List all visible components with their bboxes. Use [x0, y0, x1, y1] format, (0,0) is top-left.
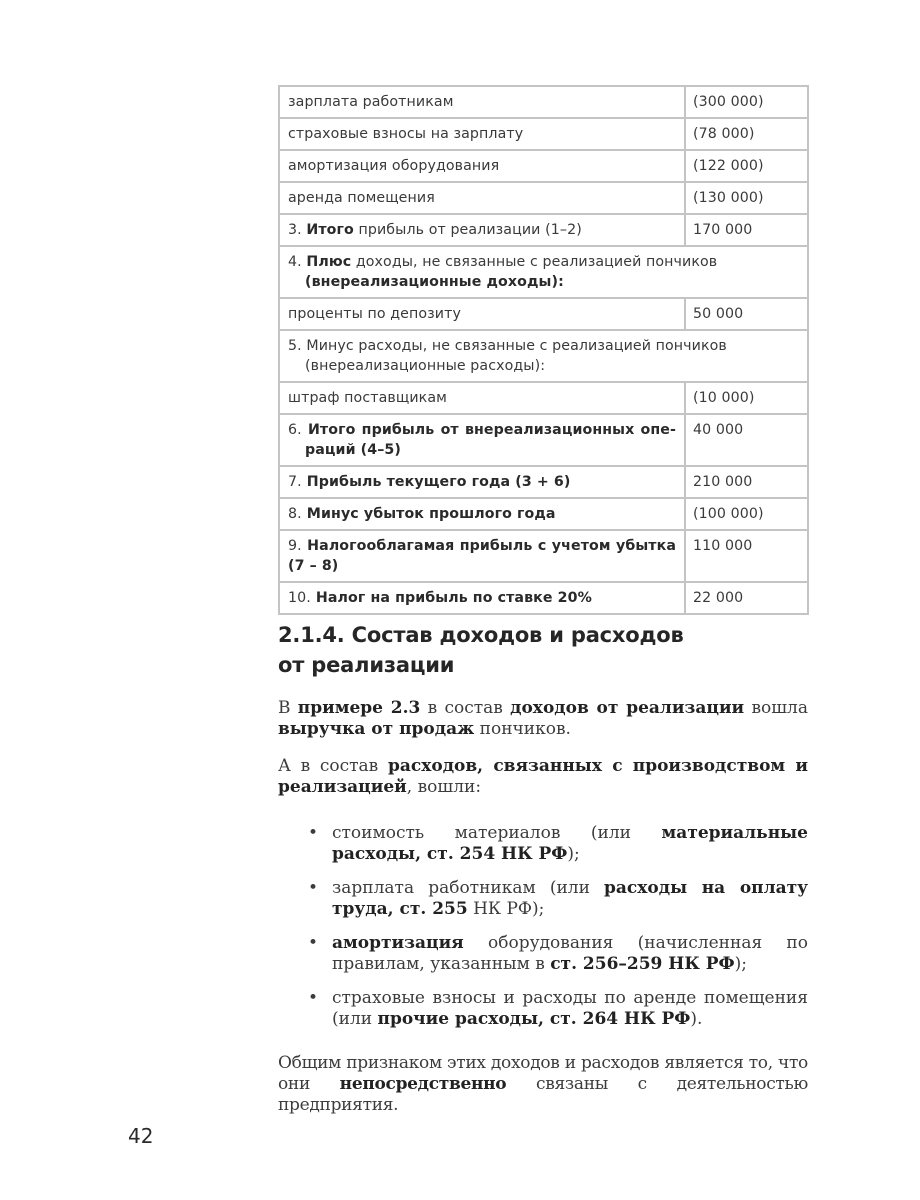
- list-item: • стоимость материалов (или материальные расходы, ст. 254 НК РФ);: [308, 823, 808, 864]
- row-label: 8. Минус убыток прошлого года: [279, 498, 685, 530]
- paragraph-expenses-intro: А в состав расходов, связанных с производством и реализацией, вошли:: [278, 756, 809, 797]
- row-label: проценты по депозиту: [279, 298, 685, 330]
- row-label: штраф поставщикам: [279, 382, 685, 414]
- list-item: • зарплата работникам (или расходы на оплату труда, ст. 255 НК РФ);: [308, 878, 809, 919]
- table-row: [279, 214, 808, 246]
- row-value: 170 000: [685, 214, 808, 246]
- table-row-section: [279, 330, 808, 382]
- row-label: 9. Налогооблагамая прибыль с учетом убытка (7 – 8): [279, 530, 685, 582]
- table-row: [279, 118, 808, 150]
- table-row: [279, 466, 808, 498]
- section-heading: 2.1.4. Состав доходов и расходов от реализации: [278, 623, 684, 677]
- table-row: [279, 530, 808, 582]
- section-label: 5. Минус расходы, не связанные с реализацией пончиков (внереализационные расходы):: [279, 330, 808, 382]
- row-label: 3. Итого прибыль от реализации (1–2): [279, 214, 685, 246]
- table-row: [279, 150, 808, 182]
- list-item: • амортизация оборудования (начисленная по правилам, указанным в ст. 256–259 НК РФ);: [308, 933, 808, 974]
- row-label: страховые взносы на зарплату: [279, 118, 685, 150]
- row-value: (130 000): [685, 182, 808, 214]
- table-row: [279, 298, 808, 330]
- bullet-icon: •: [308, 823, 319, 843]
- row-label: 6. Итого прибыль от внереализационных опе- раций (4–5): [279, 414, 685, 466]
- row-value: 110 000: [685, 530, 808, 582]
- table-row: [279, 182, 808, 214]
- bullet-icon: •: [308, 933, 319, 953]
- row-label: 7. Прибыль текущего года (3 + 6): [279, 466, 685, 498]
- row-value: 40 000: [685, 414, 808, 466]
- paragraph-conclusion: Общим признаком этих доходов и расходов является то, что они непосредственно связаны с деятельностью предприятия.: [278, 1053, 808, 1115]
- row-label: аренда помещения: [279, 182, 685, 214]
- table-row: [279, 582, 808, 614]
- expense-list: [278, 823, 808, 1043]
- table-row: [279, 414, 808, 466]
- row-value: 50 000: [685, 298, 808, 330]
- paragraph-sales-income: В примере 2.3 в состав доходов от реализации вошла выручка от продаж пончиков.: [278, 698, 808, 739]
- row-value: 22 000: [685, 582, 808, 614]
- table-row: [279, 86, 808, 118]
- row-value: (300 000): [685, 86, 808, 118]
- row-label: зарплата работникам: [279, 86, 685, 118]
- row-value: (78 000): [685, 118, 808, 150]
- row-value: (122 000): [685, 150, 808, 182]
- list-item: • страховые взносы и расходы по аренде помещения (или прочие расходы, ст. 264 НК РФ).: [308, 988, 808, 1029]
- table-row: [279, 498, 808, 530]
- row-value: (100 000): [685, 498, 808, 530]
- profit-calculation-table: [278, 85, 809, 615]
- bullet-icon: •: [308, 878, 319, 898]
- row-value: (10 000): [685, 382, 808, 414]
- table-row: [279, 382, 808, 414]
- row-label: 10. Налог на прибыль по ставке 20%: [279, 582, 685, 614]
- row-label: амортизация оборудования: [279, 150, 685, 182]
- section-label: 4. Плюс доходы, не связанные с реализацией пончиков (внереализационные доходы):: [279, 246, 808, 298]
- table-row-section: [279, 246, 808, 298]
- page-number: 42: [128, 1124, 154, 1148]
- row-value: 210 000: [685, 466, 808, 498]
- bullet-icon: •: [308, 988, 319, 1008]
